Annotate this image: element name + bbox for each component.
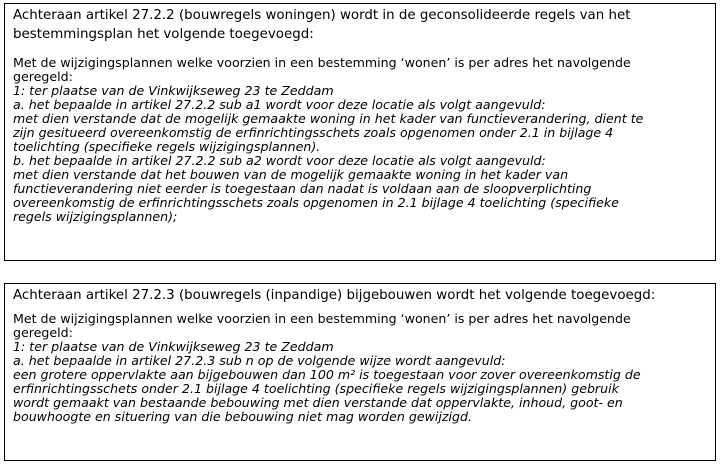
clause-b-text-4: regels wijzigingsplannen);	[13, 209, 178, 224]
address-line: 1: ter plaatse van de Vinkwijkseweg 23 te Zeddam	[13, 83, 334, 98]
intro-line-1: Met de wijzigingsplannen welke voorzien in een bestemming ‘wonen’ is per adres het navolgende	[13, 311, 631, 326]
clause-a-text-4: bouwhoogte en situering van die bebouwing niet mag worden gewijzigd.	[13, 409, 472, 424]
intro-line-1: Met de wijzigingsplannen welke voorzien in een bestemming ‘wonen’ is per adres het navolgende	[13, 55, 631, 70]
clause-b-text-3: overeenkomstig de erfinrichtingsschets zoals opgenomen in 2.1 bijlage 4 toelichting (specifieke	[13, 195, 619, 210]
section-heading-line-1: Achteraan artikel 27.2.2 (bouwregels woningen) wordt in de geconsolideerde regels van het	[13, 8, 631, 23]
intro-line-2: geregeld:	[13, 325, 73, 340]
clause-b-text-1: met dien verstande dat het bouwen van de mogelijk gemaakte woning in het kader van	[13, 167, 569, 182]
section-heading-line-2: bestemmingsplan het volgende toegevoegd:	[13, 27, 314, 42]
amendment-box-27-2-2	[4, 3, 716, 261]
clause-a-text-1: een grotere oppervlakte aan bijgebouwen dan 100 m² is toegestaan voor zover overeenkomstig de	[13, 367, 641, 382]
clause-a-text-2: erfinrichtingsschets onder 2.1 bijlage 4 toelichting (specifieke regels wijzigingsplannen) gebruik	[13, 381, 619, 396]
intro-line-2: geregeld:	[13, 69, 73, 84]
clause-b-heading: b. het bepaalde in artikel 27.2.2 sub a2 wordt voor deze locatie als volgt aangevuld:	[13, 153, 546, 168]
clause-a-text-1: met dien verstande dat de mogelijk gemaakte woning in het kader van functieverandering, dient te	[13, 111, 644, 126]
clause-a-heading: a. het bepaalde in artikel 27.2.2 sub a1 wordt voor deze locatie als volgt aangevuld:	[13, 97, 546, 112]
clause-b-text-2: functieverandering niet eerder is toegestaan dan nadat is voldaan aan de sloopverplichting	[13, 181, 592, 196]
clause-a-text-3: toelichting (specifieke regels wijzigingsplannen).	[13, 139, 321, 154]
amendment-box-27-2-3	[4, 283, 716, 461]
clause-a-text-3: wordt gemaakt van bestaande bebouwing met dien verstande dat oppervlakte, inhoud, goot- en	[13, 395, 623, 410]
address-line: 1: ter plaatse van de Vinkwijkseweg 23 te Zeddam	[13, 339, 334, 354]
clause-a-text-2: zijn gesitueerd overeenkomstig de erfinrichtingsschets zoals opgenomen onder 2.1 in bijlage 4	[13, 125, 614, 140]
section-heading-line-1: Achteraan artikel 27.2.3 (bouwregels (inpandige) bijgebouwen wordt het volgende toegevoegd:	[13, 288, 656, 303]
clause-a-heading: a. het bepaalde in artikel 27.2.3 sub n op de volgende wijze wordt aangevuld:	[13, 353, 506, 368]
